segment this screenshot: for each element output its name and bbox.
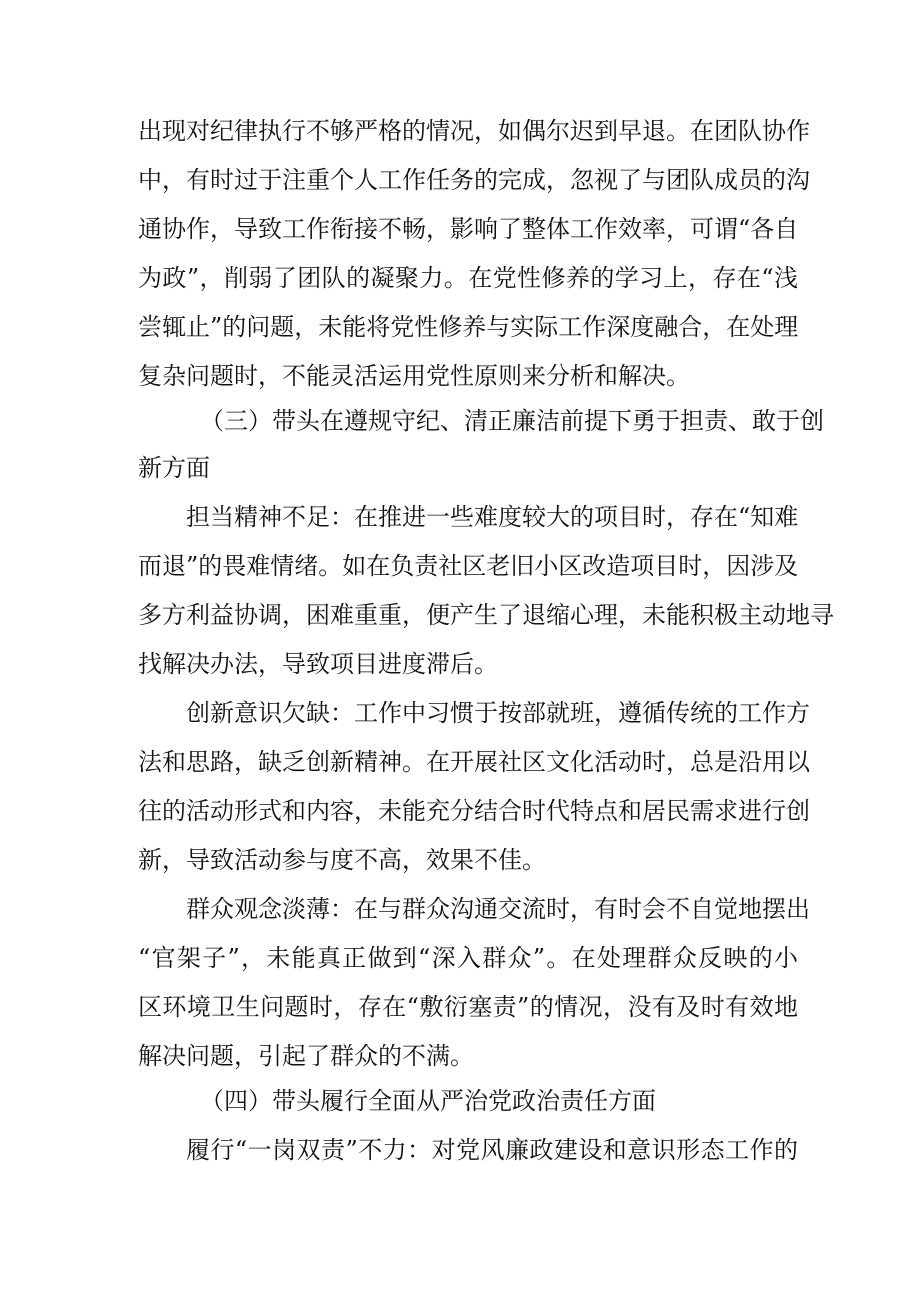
paragraph-first-line: 群众观念淡薄：在与群众沟通交流时，有时会不自觉地摆出 — [186, 895, 810, 923]
text-line: 找解决办法，导致项目进度滞后。 — [138, 650, 498, 678]
text-line: 复杂问题时，不能灵活运用党性原则来分析和解决。 — [138, 362, 690, 390]
text-line: 为政”，削弱了团队的凝聚力。在党性修养的学习上，存在“浅 — [138, 264, 798, 292]
text-line: 解决问题，引起了群众的不满。 — [138, 1042, 474, 1070]
text-line: 法和思路，缺乏创新精神。在开展社区文化活动时，总是沿用以 — [138, 748, 810, 776]
paragraph-first-line: 担当精神不足：在推进一些难度较大的项目时，存在“知难 — [186, 503, 799, 531]
text-line: 区环境卫生问题时，存在“敷衍塞责”的情况，没有及时有效地 — [138, 993, 798, 1021]
paragraph-first-line: 创新意识欠缺：工作中习惯于按部就班，遵循传统的工作方 — [186, 699, 810, 727]
text-line: 中，有时过于注重个人工作任务的完成，忽视了与团队成员的沟 — [138, 166, 810, 194]
section-heading: （三）带头在遵规守纪、清正廉洁前提下勇于担责、敢于创 — [200, 407, 824, 435]
section-heading: （四）带头履行全面从严治党政治责任方面 — [200, 1087, 656, 1115]
section-heading-continued: 新方面 — [138, 454, 210, 482]
text-line: 尝辄止”的问题，未能将党性修养与实际工作深度融合，在处理 — [138, 313, 799, 341]
text-line: 新，导致活动参与度不高，效果不佳。 — [138, 846, 546, 874]
text-line: 通协作，导致工作衔接不畅，影响了整体工作效率，可谓“各自 — [138, 215, 799, 243]
paragraph-first-line: 履行“一岗双责”不力：对党风廉政建设和意识形态工作的 — [186, 1136, 798, 1164]
text-line: “官架子”，未能真正做到“深入群众”。在处理群众反映的小 — [138, 944, 798, 972]
text-line: 多方利益协调，困难重重，便产生了退缩心理，未能积极主动地寻 — [138, 601, 834, 629]
text-line: 出现对纪律执行不够严格的情况，如偶尔迟到早退。在团队协作 — [138, 117, 810, 145]
text-line: 而退”的畏难情绪。如在负责社区老旧小区改造项目时，因涉及 — [138, 552, 799, 580]
text-line: 往的活动形式和内容，未能充分结合时代特点和居民需求进行创 — [138, 797, 810, 825]
